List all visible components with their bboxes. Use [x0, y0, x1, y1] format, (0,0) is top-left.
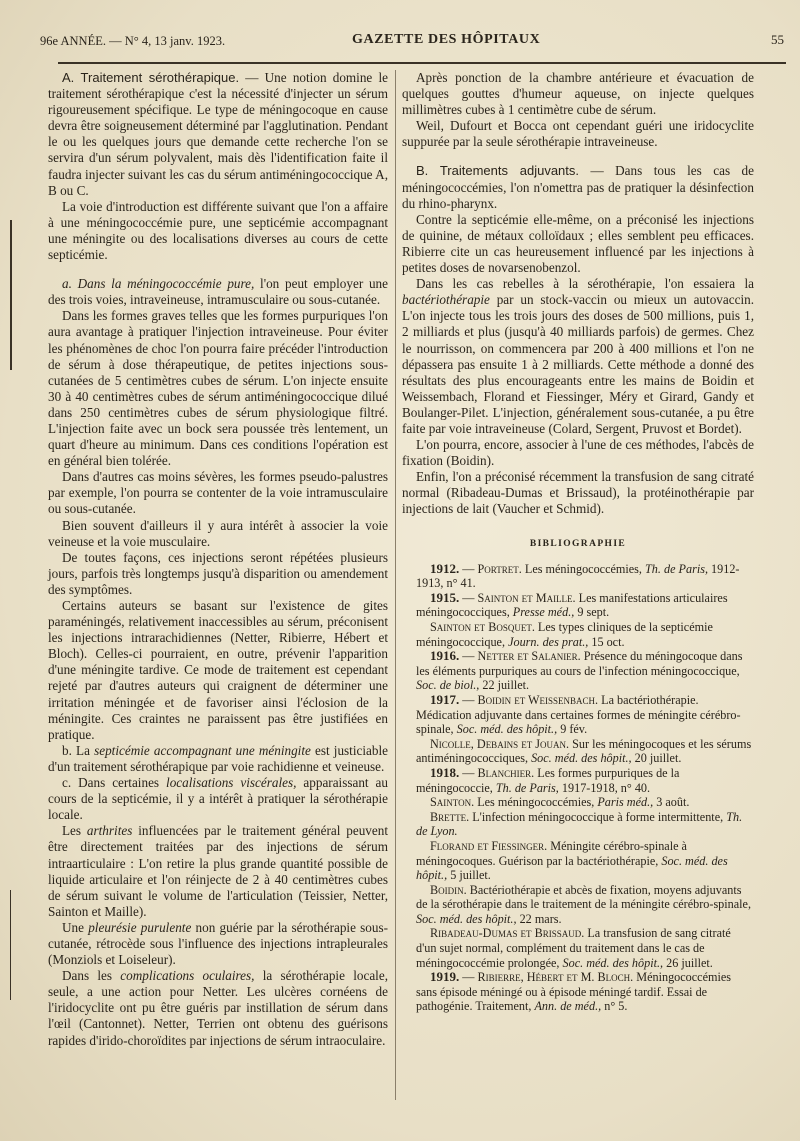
bibliography-list: [402, 562, 754, 1014]
paragraph: B. Traitements adjuvants. — Dans tous les cas de méningococcémies, l'on n'omettra pas de pratiquer la désinfection du rhino-pharynx.: [402, 163, 754, 211]
bibliography-entry: 1919. — Ribierre, Hébert et M. Bloch. Méningococcémies sans épisode méningé ou à épisode méningé tardif. Essai de pathogénie. Traitement, Ann. de méd., n° 5.: [416, 969, 732, 1014]
bibliography-title: BIBLIOGRAPHIE: [529, 538, 627, 549]
bibliography-entry: 1917. — Boidin et Weissenbach. La bactériothérapie. Médication adjuvante dans certaines formes de méningite cérébro-spinale, Soc. méd. des hôpit., 9 fév.: [416, 691, 741, 737]
paragraph: Dans les cas rebelles à la sérothérapie, l'on essaiera la bactériothérapie par un stock-vaccin ou mieux un autovaccin. L'on injecte tous les trois jours des doses de 500 millions, puis 1, 2 milliards et plus (jusqu'à 40 milliards parfois) de germes. Chez le nourrisson, on commencera par 200 à 400 millions et l'on ne dépassera pas ensuite 1 à 2 milliards. Cette méthode a donné des résultats des plus encourageants entre les mains de Boidin et Weissembach, Florand et Fiessinger, Méry et Girard, Gandy et Boulanger-Pilet. L'injection, généralement sous-cutanée, a pu être faite par voie intraveineuse (Colard, Sergent, Pruvost et Bordet).: [402, 276, 754, 436]
paragraph: c. Dans certaines localisations viscérales, apparaissant au cours de la septicémie, il y a intérêt à pratiquer la sérothérapie locale.: [48, 775, 388, 823]
paragraph: a. Dans la méningococcémie pure, l'on peut employer une des trois voies, intraveineuse, intramusculaire ou sous-cutanée.: [48, 276, 388, 308]
bibliography-entry: Boidin. Bactériothérapie et abcès de fixation, moyens adjuvants de la sérothérapie dans le traitement de la méningite cérébro-spinale, Soc. méd. des hôpit., 22 mars.: [416, 882, 752, 926]
header-rule: [58, 62, 786, 64]
section-heading: B. Traitements adjuvants.: [416, 163, 580, 179]
bibliography-entry: Ribadeau-Dumas et Brissaud. La transfusion de sang citraté d'un sujet normal, complément du traitement dans le cas de méningococcémie prolongée, Soc. méd. des hôpit., 26 juillet.: [416, 926, 731, 970]
bibliography-entry: 1918. — Blanchier. Les formes purpuriques de la méningococcie, Th. de Paris, 1917-1918, n° 40.: [416, 764, 680, 795]
page-header: [40, 28, 786, 52]
right-column: [402, 70, 754, 1014]
column-divider: [395, 70, 396, 1100]
bibliography-entry: Florand et Fiessinger. Méningite cérébro-spinale à méningocoques. Guérison par la bactériothérapie, Soc. méd. des hôpit., 5 juillet.: [416, 838, 728, 883]
bibliography-entry: Sainton et Bosquet. Les types cliniques de la septicémie méningococcique, Journ. des prat., 15 oct.: [416, 620, 713, 649]
paragraph: Les arthrites influencées par le traitement général peuvent être directement traitées par des injections de sérum intraarticulaire : L'on retire la plus grande quantité possible de liquide articulaire et l'on réinjecte de 2 à 40 centimètres cubes de sérum suivant le volume de l'articulation (Teissier, Netter, Sainton et Maille).: [48, 823, 388, 919]
paragraph: Une pleurésie purulente non guérie par la sérothérapie sous-cutanée, rétrocède sous l'influence des injections intrapleurales (Monziols et Loiseleur).: [48, 919, 388, 968]
paragraph: b. La septicémie accompagnant une méningite est justiciable d'un traitement sérothérapique par voie rachidienne et veineuse.: [48, 742, 388, 774]
margin-mark: [10, 220, 12, 370]
paragraph: La voie d'introduction est différente suivant que l'on a affaire à une méningococcémie pure, une septicémie accompagnant une méningite ou des localisations diverses au cours de cette septicémie.: [48, 198, 388, 263]
page-number: 55: [771, 32, 784, 47]
bibliography-entry: 1912. — Portret. Les méningococcémies, Th. de Paris, 1912-1913, n° 41.: [416, 560, 740, 591]
paragraph: L'on pourra, encore, associer à l'une de ces méthodes, l'abcès de fixation (Boidin).: [402, 437, 754, 469]
bibliography-entry: Nicolle, Debains et Jouan. Sur les méningocoques et les sérums antiméningococciques, Soc. méd. des hôpit., 20 juillet.: [416, 736, 752, 766]
paragraph: Bien souvent d'ailleurs il y aura intérêt à associer la voie veineuse et la voie musculaire.: [48, 517, 388, 549]
left-column: [48, 70, 388, 1049]
paragraph: Dans les complications oculaires, la sérothérapie locale, seule, a une action pour Netter. Les ulcères cornéens de l'iridocyclite ont pu être guéris par instillation de sérum dans l'œil (Cantonnet). Netter, Terrien ont obtenu des guérisons rapides d'irido-choroïdites par injections de sérum intraoculaire.: [48, 968, 388, 1048]
journal-title: GAZETTE DES HÔPITAUX: [352, 32, 541, 47]
paragraph: Enfin, l'on a préconisé récemment la transfusion de sang citraté normal (Ribadeau-Dumas et Brissaud), la protéinothérapie par injections de lait (Vaucher et Schmid).: [402, 469, 754, 517]
paragraph: Après ponction de la chambre antérieure et évacuation de quelques gouttes d'humeur aqueuse, on injecte quelques millimètres cubes à 1 centimètre cube de sérum.: [402, 70, 754, 118]
bibliography-entry: Sainton. Les méningococcémies, Paris méd., 3 août.: [430, 795, 690, 810]
bibliography-entry: 1916. — Netter et Salanier. Présence du méningocoque dans les éléments purpuriques au cours de l'infection méningococcique, Soc. de biol., 22 juillet.: [416, 648, 743, 693]
paragraph: Certains auteurs se basant sur l'existence de gites paraméningés, relativement inaccessibles au sérum, préconisent les injections intrarachidiennes (Netter, Ribierre, Hébert et Bloch). Celles-ci pourraient, en outre, prévenir l'apparition d'une méningite tardive. Ce mode de traitement est cependant rejeté par d'autres auteurs qui craignent de déterminer une irritation méningée et de favoriser ainsi l'éclosion de la méningite. Ces craintes ne paraissent pas être justifiées en pratique.: [48, 598, 388, 742]
paragraph: De toutes façons, ces injections seront répétées plusieurs jours, parfois très longtemps jusqu'à disparition ou amendement des symptômes.: [48, 549, 388, 597]
paragraph: Contre la septicémie elle-même, on a préconisé les injections de quinine, de métaux colloïdaux ; elles semblent peu efficaces. Ribierre cite un cas heureusement influencé par les injections à petites doses de novarsenobenzol.: [402, 211, 754, 276]
bibliography-entry: 1915. — Sainton et Maille. Les manifestations articulaires méningococciques, Presse méd., 9 sept.: [416, 589, 728, 620]
paragraph: A. Traitement sérothérapique. — Une notion domine le traitement sérothérapique c'est la nécessité d'injecter un sérum rigoureusement spécifique. Le type de méningocoque en cause devra être soigneusement déterminé par l'agglutination. Pendant le ou les quelques jours que demande cette recherche l'on se servira d'un sérum polyvalent, mais dès l'identification faite il faudra injecter suivant les cas du sérum antiméningococcique A, B ou C.: [48, 70, 389, 198]
section-heading: A. Traitement sérothérapique.: [62, 70, 240, 85]
paragraph: Dans les formes graves telles que les formes purpuriques l'on aura avantage à pratiquer l'injection intraveineuse. Pour éviter les phénomènes de choc l'on pourra faire précéder l'introduction de sérum à dose thérapeutique, de petites injections sous-cutanées de 5 centimètres cubes de sérum. L'on injecte ensuite 30 à 40 centimètres cubes de sérum antiméningococcique dilué dans 250 centimètres cubes de sérum physiologique filtré. L'injection faite avec un bock sera poussée très lentement, un quart d'heure au minimum. Dans ces conditions l'opération est en général bien tolérée.: [48, 308, 388, 469]
margin-mark: [10, 890, 11, 1000]
issue-info: 96e ANNÉE. — N° 4, 13 janv. 1923.: [40, 34, 226, 48]
paragraph: Weil, Dufourt et Bocca ont cependant guéri une iridocyclite suppurée par la seule sérothérapie intraveineuse.: [402, 118, 754, 150]
bibliography-entry: Brette. L'infection méningococcique à forme intermittente, Th. de Lyon.: [416, 809, 743, 839]
paragraph: Dans d'autres cas moins sévères, les formes pseudo-palustres par exemple, l'on pourra se contenter de la voie intramusculaire ou sous-cutanée.: [48, 469, 388, 517]
